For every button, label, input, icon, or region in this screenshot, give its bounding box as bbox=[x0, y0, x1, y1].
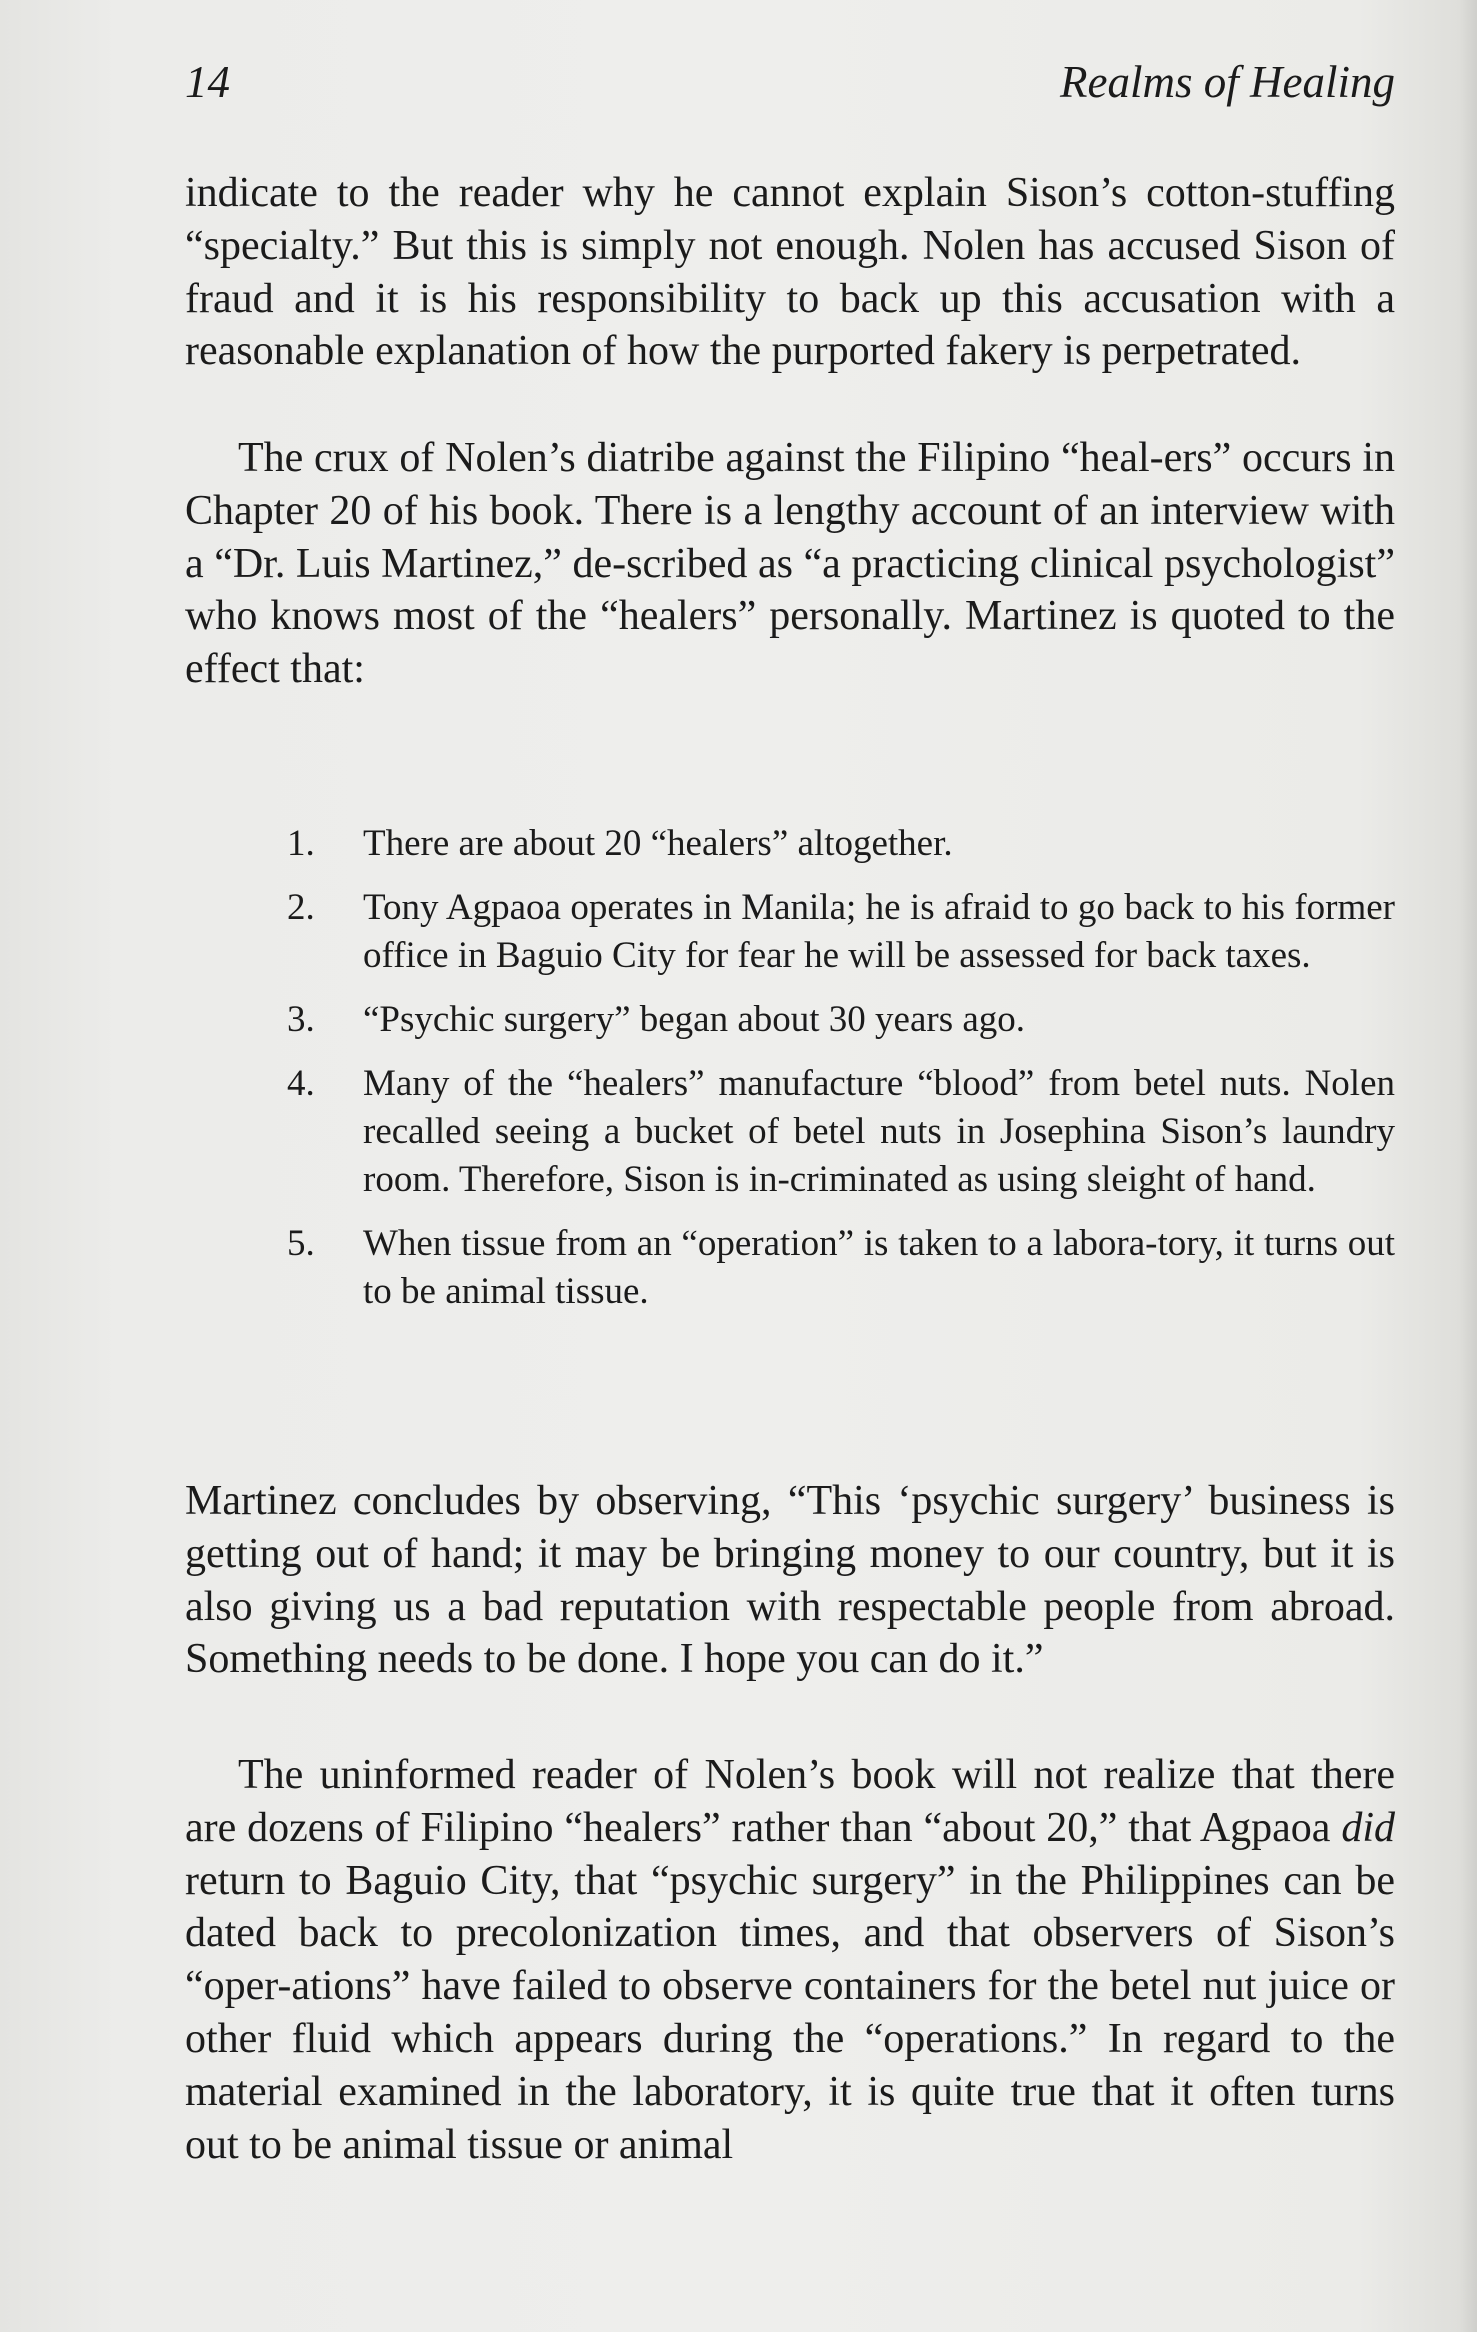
paragraph-3: Martinez concludes by observing, “This ‘psychic surgery’ business is getting out of hand; it may be bringing money to our country, but it is also giving us a bad reputation with respectable people from abroad. Something needs to be done. I hope you can do it.” bbox=[185, 1478, 1395, 1683]
numbered-list bbox=[185, 820, 1395, 1332]
list-item-text: “Psychic surgery” began about 30 years ago. bbox=[363, 999, 1026, 1040]
page-number: 14 bbox=[185, 57, 230, 107]
list-item-text: Tony Agpaoa operates in Manila; he is afraid to go back to his former office in Baguio City for fear he will be assessed for back taxes. bbox=[363, 887, 1395, 976]
page-edge-shadow bbox=[1459, 0, 1477, 2332]
list-item-number: 1. bbox=[287, 823, 315, 864]
list-item bbox=[185, 820, 1395, 868]
list-item-number: 3. bbox=[287, 999, 315, 1040]
list-item-text: There are about 20 “healers” altogether. bbox=[363, 823, 953, 864]
list-item-text: When tissue from an “operation” is taken to a labora-tory, it turns out to be animal tissue. bbox=[363, 1223, 1395, 1312]
list-item-text: Many of the “healers” manufacture “blood” from betel nuts. Nolen recalled seeing a bucket of betel nuts in Josephina Sison’s laundry room. Therefore, Sison is in-criminated as using sleight of hand. bbox=[363, 1063, 1395, 1200]
paragraph-4-text-start: The uninformed reader of Nolen’s book will not realize that there are dozens of Filipino “healers” rather than “about 20,” that Agpaoa bbox=[185, 1752, 1395, 1851]
list-item bbox=[185, 1220, 1395, 1316]
paragraph-4-text-end: return to Baguio City, that “psychic surgery” in the Philippines can be dated back to precolonization times, and that observers of Sison’s “oper-ations” have failed to observe containers for the betel nut juice or other fluid which appears during the “operations.” In regard to the material examined in the laboratory, it is quite true that it often turns out to be animal tissue or animal bbox=[185, 1857, 1395, 2168]
running-title: Realms of Healing bbox=[1060, 57, 1395, 107]
list-item-number: 5. bbox=[287, 1223, 315, 1264]
list-item bbox=[185, 996, 1395, 1044]
running-header bbox=[185, 56, 1395, 116]
list-item-number: 2. bbox=[287, 887, 315, 928]
paragraph-4 bbox=[185, 1749, 1395, 2171]
paragraph-4-emphasis: did bbox=[1341, 1804, 1395, 1851]
list-item bbox=[185, 1060, 1395, 1204]
list-item bbox=[185, 884, 1395, 980]
list-item-number: 4. bbox=[287, 1063, 315, 1104]
paragraph-1: indicate to the reader why he cannot explain Sison’s cotton-stuffing “specialty.” But this is simply not enough. Nolen has accused Sison of fraud and it is his responsibility to back up this accusation with a reasonable explanation of how the purported fakery is perpetrated. bbox=[185, 170, 1395, 375]
paragraph-2: The crux of Nolen’s diatribe against the Filipino “heal-ers” occurs in Chapter 20 of his book. There is a lengthy account of an interview with a “Dr. Luis Martinez,” de-scribed as “a practicing clinical psychologist” who knows most of the “healers” personally. Martinez is quoted to the effect that: bbox=[185, 435, 1395, 693]
